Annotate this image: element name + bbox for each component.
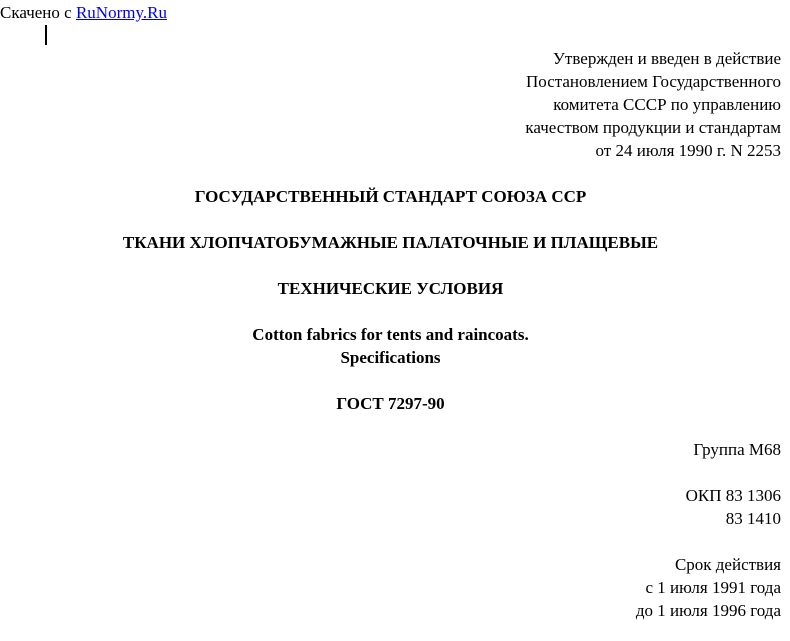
english-title-line-2: Specifications (340, 348, 441, 367)
validity-label: Срок действия (674, 555, 781, 574)
okp-code-line-1: ОКП 83 1306 (685, 486, 781, 505)
validity-to: до 1 июля 1996 года (635, 601, 781, 620)
approval-line: от 24 июля 1990 г. N 2253 (595, 141, 781, 160)
product-title: ТКАНИ ХЛОПЧАТОБУМАЖНЫЕ ПАЛАТОЧНЫЕ И ПЛАЩЕВЫЕ (122, 233, 659, 252)
gost-number: ГОСТ 7297-90 (336, 394, 445, 413)
approval-line: Утвержден и введен в действие (552, 49, 781, 68)
validity-from: с 1 июля 1991 года (645, 578, 781, 597)
okp-codes (686, 484, 781, 530)
approval-block (525, 47, 781, 162)
validity-block (636, 553, 781, 622)
state-standard-heading: ГОСУДАРСТВЕННЫЙ СТАНДАРТ СОЮЗА ССР (194, 187, 587, 206)
okp-code-line-2: 83 1410 (725, 509, 781, 528)
english-title (0, 323, 781, 369)
approval-line: комитета СССР по управлению (553, 95, 781, 114)
source-link[interactable]: RuNormy.Ru (75, 3, 167, 22)
specifications-heading: ТЕХНИЧЕСКИЕ УСЛОВИЯ (277, 279, 504, 298)
approval-line: Постановлением Государственного (526, 72, 781, 91)
source-prefix: Скачено с (0, 3, 76, 22)
text-cursor (45, 25, 47, 45)
approval-line: качеством продукции и стандартам (525, 118, 781, 137)
source-line (0, 3, 167, 23)
group-code: Группа М68 (693, 440, 781, 459)
english-title-line-1: Cotton fabrics for tents and raincoats. (252, 325, 529, 344)
